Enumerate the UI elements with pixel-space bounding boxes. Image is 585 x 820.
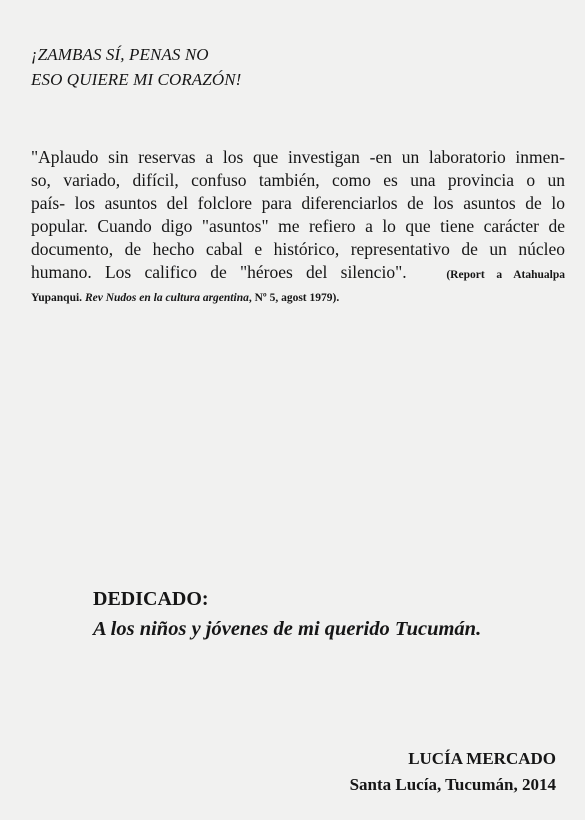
citation-start: (Report a Atahualpa (446, 269, 566, 281)
quote-block (31, 146, 565, 310)
quote-line-5: documento, de hecho cabal e histórico, representativo de un núcleo (31, 239, 565, 259)
epigraph-line-1: ¡ZAMBAS SÍ, PENAS NO (31, 45, 209, 64)
citation-issue: , Nº 5, agost 1979). (248, 292, 340, 304)
author-name: LUCÍA MERCADO (408, 749, 556, 768)
epigraph-line-2: ESO QUIERE MI CORAZÓN! (31, 70, 242, 89)
quote-line-1: "Aplaudo sin reservas a los que investigan -en un laboratorio inmen- (31, 147, 565, 167)
signature (350, 746, 556, 798)
quote-line-3: país- los asuntos del folclore para diferenciarlos de los asuntos de lo (31, 193, 565, 213)
citation-journal: Rev Nudos en la cultura argentina (84, 292, 249, 304)
quote-line-2: so, variado, difícil, confuso también, como es una provincia o un (31, 170, 565, 190)
dedication-text: A los niños y jóvenes de mi querido Tucumán. (93, 618, 482, 640)
quote-line-4: popular. Cuando digo "asuntos" me refiero a lo que tiene carácter de (31, 216, 565, 236)
citation-author: Yupanqui. (31, 292, 83, 304)
dedication (93, 584, 481, 644)
dedication-heading: DEDICADO: (93, 588, 209, 610)
quote-line-6-text: humano. Los califico de "héroes del silencio". (31, 262, 407, 282)
place-date: Santa Lucía, Tucumán, 2014 (349, 775, 556, 794)
quote-line-6 (31, 261, 565, 287)
citation-line (31, 287, 565, 310)
epigraph (31, 42, 241, 92)
